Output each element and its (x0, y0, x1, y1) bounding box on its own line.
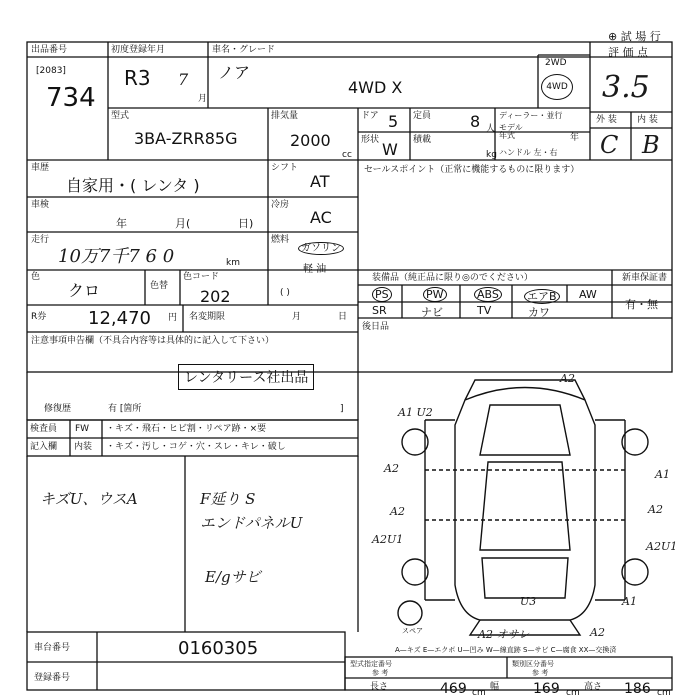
fuel-other: ( ) (280, 288, 290, 298)
inspection-day-unit: 日) (238, 217, 254, 230)
check-row-2: ・キズ・汚し・コゲ・穴・スレ・キレ・破し (106, 442, 286, 452)
color-value: クロ (68, 281, 101, 300)
check-label-2: 記入欄 (30, 442, 58, 452)
transfer-month-unit: 月 (292, 312, 302, 322)
fuel-gasoline-circled: ガソリン (298, 244, 344, 254)
damage-mark-8: A2U1 (646, 540, 678, 553)
damage-mark-5: A2U1 (372, 533, 404, 546)
load-unit: kg (486, 150, 497, 160)
drive-4wd-circled: 4WD (541, 74, 573, 100)
height-unit: cm (657, 688, 671, 698)
equipment-label: 装備品（純正品に限り◎のでください） (372, 273, 533, 283)
damage-mark-6: A1 (655, 468, 670, 481)
damage-mark-11: A2 オサレ (478, 628, 530, 641)
inspection-year-unit: 年 (116, 217, 127, 230)
equip-sr: SR (372, 304, 387, 317)
lot-number: 734 (46, 83, 96, 113)
score-label: 評 価 点 (608, 46, 648, 59)
transfer-day-unit: 日 (338, 312, 348, 322)
equip-ps: PS (372, 288, 392, 301)
shift-value: AT (310, 172, 330, 191)
cert-label: 型式指定番号 (350, 660, 392, 668)
color-code-label: 色コード (183, 272, 220, 282)
damage-mark-10: U3 (520, 595, 537, 608)
reg-number-label: 登録番号 (34, 673, 71, 683)
roof (480, 462, 570, 550)
cert-ref: 参 考 (372, 669, 389, 677)
equip-pw: PW (423, 288, 447, 301)
length-unit: cm (472, 688, 486, 698)
body-value: W (382, 140, 398, 159)
damage-mark-12: A2 (590, 626, 605, 639)
warranty-value: 有・無 (625, 298, 658, 311)
chassis-label: 車台番号 (34, 643, 71, 653)
corner-stamp: ⊕ 試 場 行 (608, 30, 661, 43)
year-unit: 年 (570, 133, 580, 143)
inspection-label: 車検 (31, 200, 50, 210)
check-label-1: 検査員 (30, 424, 58, 434)
damage-mark-1: A2 (560, 372, 575, 385)
damage-mark-4: A2 (390, 505, 405, 518)
check-row-1: ・キズ・飛石・ヒビ割・リペア跡・×要 (106, 424, 267, 434)
damage-mark-3: A2 (384, 462, 399, 475)
load-label: 積載 (413, 135, 432, 145)
length-label: 長さ (370, 682, 389, 692)
damage-mark-7: A2 (648, 503, 663, 516)
capacity-label: 定員 (413, 111, 432, 121)
transfer-label: 名変期限 (189, 312, 226, 322)
capacity-unit: 人 (486, 124, 496, 134)
width-unit: cm (566, 688, 580, 698)
vehicle-name-label: 車名・グレード (212, 45, 276, 55)
handwritten-right-2: エンドパネルU (200, 514, 303, 532)
wheel-front-right (622, 429, 648, 455)
displacement-value: 2000 (290, 131, 331, 150)
mileage-label: 走行 (31, 235, 50, 245)
spare-label: スペア (402, 627, 423, 635)
displacement-label: 排気量 (271, 111, 299, 121)
model-year-label: モデル年式 (499, 123, 523, 140)
color-change-label: 色替 (150, 281, 169, 291)
check-inside: 内装 (74, 442, 93, 452)
lot-code: [2083] (36, 66, 66, 76)
repair-label: 修復歴 (44, 404, 72, 414)
chassis-value: 0160305 (178, 638, 259, 659)
registration-era-year: R3 (124, 66, 151, 90)
model-code: 3BA-ZRR85G (134, 129, 238, 148)
fuel-diesel: 軽 油 (303, 264, 327, 275)
doors-label: ドア (361, 111, 379, 121)
handwritten-left: キズU、ウスA (40, 490, 138, 508)
score-ext: C (600, 131, 619, 159)
warranty-label: 新車保証書 (622, 273, 668, 283)
registration-month-unit: 月 (198, 94, 208, 104)
equip-tv: TV (477, 304, 492, 317)
registration-month: 7 (178, 70, 189, 89)
registration-label: 初度登録年月 (111, 45, 166, 55)
repair-value: 有 [箇所 (108, 404, 142, 414)
damage-legend: A—キズ E—エクボ U—凹み W—線直跡 S—サビ C—腐食 XX—交換済 (395, 646, 617, 654)
score-ext-label: 外 装 (596, 115, 617, 125)
rental-stamp: レンタリース社出品 (178, 364, 314, 390)
category-ref: 参 考 (532, 669, 549, 677)
score-int: B (642, 131, 660, 159)
aircon-value: AC (310, 208, 332, 227)
height-value: 186 (624, 681, 651, 697)
displacement-unit: cc (342, 150, 352, 160)
dealer-label: ディーラー・並行 (499, 111, 563, 120)
score-int-label: 内 装 (637, 115, 658, 125)
mileage-unit: km (226, 258, 240, 268)
damage-mark-9: A1 (622, 595, 637, 608)
equip-navi: ナビ (421, 306, 443, 319)
color-code: 202 (200, 287, 231, 306)
right-side (595, 420, 625, 600)
glass-label: 後日品 (362, 322, 390, 332)
equip-airbag: エアB (524, 288, 560, 304)
recycle-unit: 円 (168, 313, 178, 323)
inspection-month-unit: 月( (175, 217, 191, 230)
recycle-label: R券 (31, 312, 47, 322)
handle-label: ハンドル 左・右 (499, 148, 558, 157)
handwritten-right-3: E/gサビ (205, 568, 261, 586)
recycle-value: 12,470 (88, 308, 151, 329)
equip-aw: AW (579, 288, 597, 301)
width-value: 169 (533, 681, 560, 697)
check-fw: FW (75, 424, 90, 434)
fuel-label: 燃料 (271, 235, 290, 245)
category-label: 類別区分番号 (512, 660, 554, 668)
wheel-rear-right (622, 559, 648, 585)
body-label: 形状 (361, 135, 380, 145)
notes-label: 注意事項申告欄（不具合内容等は具体的に記入して下さい） (31, 336, 275, 346)
doors-value: 5 (388, 112, 399, 131)
windshield (480, 405, 570, 455)
repair-close: ] (340, 404, 344, 414)
lot-label: 出品番号 (31, 45, 68, 55)
equip-abs: ABS (474, 288, 502, 301)
capacity-value: 8 (470, 112, 481, 131)
length-value: 469 (440, 681, 467, 697)
color-label: 色 (31, 272, 41, 282)
height-label: 高さ (584, 682, 603, 692)
history-value: 自家用・( レンタ ) (66, 176, 200, 195)
spare-wheel (398, 601, 422, 625)
car-outline (455, 388, 595, 621)
shift-label: シフト (271, 163, 299, 173)
width-label: 幅 (490, 682, 500, 692)
drive-2wd: 2WD (545, 58, 567, 68)
mileage-value: 10万7千7 6 0 (58, 246, 175, 267)
vehicle-grade: 4WD X (348, 78, 403, 97)
vehicle-name: ノア (218, 63, 251, 82)
handwritten-right-1: F延り S (200, 490, 256, 508)
model-label: 型式 (111, 111, 130, 121)
damage-mark-2: A1 U2 (398, 406, 433, 419)
equip-leather: カワ (528, 306, 550, 319)
wheel-front-left (402, 429, 428, 455)
history-label: 車歴 (31, 163, 50, 173)
rear-window (482, 558, 568, 598)
wheel-rear-left (402, 559, 428, 585)
left-side (425, 420, 455, 600)
sales-points-label: セールスポイント（正常に機能するものに限ります） (364, 165, 580, 175)
aircon-label: 冷房 (271, 200, 290, 210)
score-value: 3.5 (602, 70, 650, 105)
